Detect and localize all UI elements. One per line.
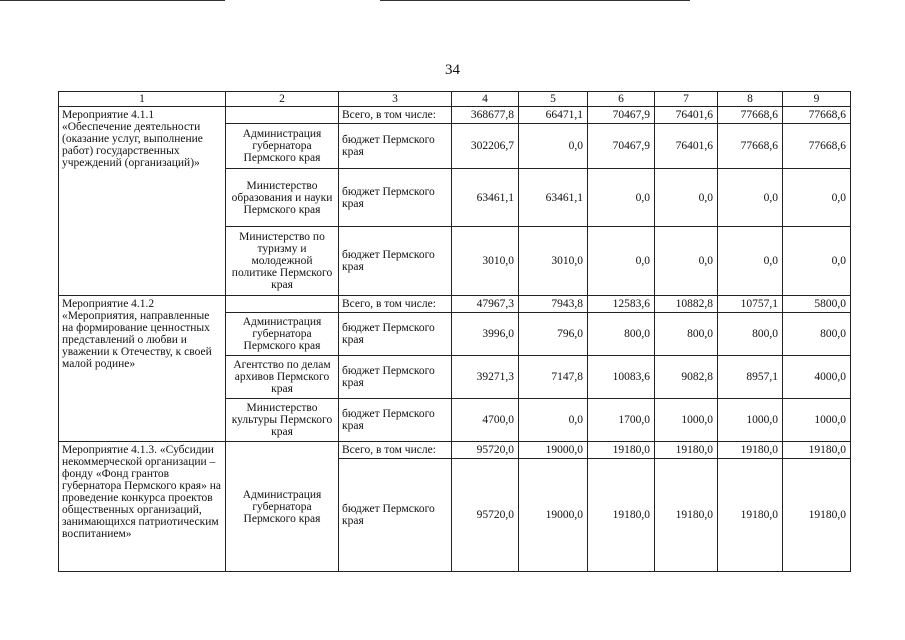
source-cell: бюджет Пермского края xyxy=(339,227,452,296)
value-cell: 77668,6 xyxy=(783,124,851,169)
executor-cell: Администрация губернатора Пермского края xyxy=(226,124,339,169)
value-cell: 7147,8 xyxy=(519,356,588,399)
value-cell: 95720,0 xyxy=(452,459,519,572)
value-cell: 0,0 xyxy=(718,227,783,296)
measure-cell: Мероприятие 4.1.1 «Обеспечение деятельности (оказание услуг, выполнение работ) государственных учреждений (организаций)» xyxy=(59,107,226,296)
value-cell: 1000,0 xyxy=(718,399,783,442)
executor-cell: Администрация губернатора Пермского края xyxy=(226,313,339,356)
value-cell: 47967,3 xyxy=(452,296,519,313)
value-cell: 800,0 xyxy=(718,313,783,356)
value-cell: 0,0 xyxy=(588,227,655,296)
value-cell: 77668,6 xyxy=(718,124,783,169)
header-cell: 1 xyxy=(59,92,226,107)
executor-cell: Министерство образования и науки Пермского края xyxy=(226,169,339,227)
value-cell: 12583,6 xyxy=(588,296,655,313)
executor-cell: Администрация губернатора Пермского края xyxy=(226,442,339,572)
measure-cell: Мероприятие 4.1.3. «Субсидии некоммерческой организации – фонду «Фонд грантов губернатора Пермского края» на проведение конкурса проектов общественных организаций, занимающихся патриотическим воспитанием» xyxy=(59,442,226,572)
total-label: Всего, в том числе: xyxy=(339,296,452,313)
header-cell: 9 xyxy=(783,92,851,107)
table-row-total xyxy=(59,442,851,459)
value-cell: 3010,0 xyxy=(452,227,519,296)
value-cell: 9082,8 xyxy=(655,356,718,399)
value-cell: 10083,6 xyxy=(588,356,655,399)
table-row-total xyxy=(59,296,851,313)
value-cell: 19180,0 xyxy=(588,442,655,459)
total-label: Всего, в том числе: xyxy=(339,442,452,459)
value-cell: 0,0 xyxy=(783,169,851,227)
top-rule-left xyxy=(0,0,225,1)
value-cell: 0,0 xyxy=(588,169,655,227)
value-cell: 0,0 xyxy=(783,227,851,296)
value-cell: 0,0 xyxy=(655,227,718,296)
value-cell: 19180,0 xyxy=(718,442,783,459)
value-cell: 800,0 xyxy=(783,313,851,356)
value-cell: 77668,6 xyxy=(783,107,851,124)
measure-cell: Мероприятие 4.1.2 «Мероприятия, направленные на формирование ценностных представлений о любви и уважении к Отечеству, к своей малой родине» xyxy=(59,296,226,442)
value-cell: 0,0 xyxy=(519,399,588,442)
value-cell: 19180,0 xyxy=(655,442,718,459)
value-cell: 3010,0 xyxy=(519,227,588,296)
value-cell: 95720,0 xyxy=(452,442,519,459)
source-cell: бюджет Пермского края xyxy=(339,124,452,169)
value-cell: 66471,1 xyxy=(519,107,588,124)
value-cell: 1000,0 xyxy=(783,399,851,442)
value-cell: 7943,8 xyxy=(519,296,588,313)
source-cell: бюджет Пермского края xyxy=(339,356,452,399)
value-cell: 0,0 xyxy=(519,124,588,169)
executor-cell: Агентство по делам архивов Пермского края xyxy=(226,356,339,399)
source-cell: бюджет Пермского края xyxy=(339,459,452,572)
header-cell: 2 xyxy=(226,92,339,107)
executor-cell: Министерство культуры Пермского края xyxy=(226,399,339,442)
value-cell: 10882,8 xyxy=(655,296,718,313)
value-cell: 76401,6 xyxy=(655,107,718,124)
value-cell: 1000,0 xyxy=(655,399,718,442)
source-cell: бюджет Пермского края xyxy=(339,399,452,442)
value-cell: 19180,0 xyxy=(783,442,851,459)
value-cell: 19180,0 xyxy=(783,459,851,572)
executor-cell-empty xyxy=(226,296,339,313)
header-cell: 8 xyxy=(718,92,783,107)
page-number: 34 xyxy=(445,62,460,78)
top-rule-right xyxy=(380,0,690,1)
value-cell: 70467,9 xyxy=(588,124,655,169)
total-label: Всего, в том числе: xyxy=(339,107,452,124)
value-cell: 10757,1 xyxy=(718,296,783,313)
value-cell: 796,0 xyxy=(519,313,588,356)
value-cell: 800,0 xyxy=(655,313,718,356)
header-cell: 3 xyxy=(339,92,452,107)
value-cell: 63461,1 xyxy=(519,169,588,227)
header-cell: 6 xyxy=(588,92,655,107)
value-cell: 0,0 xyxy=(655,169,718,227)
value-cell: 3996,0 xyxy=(452,313,519,356)
value-cell: 19180,0 xyxy=(718,459,783,572)
value-cell: 302206,7 xyxy=(452,124,519,169)
value-cell: 0,0 xyxy=(718,169,783,227)
value-cell: 19180,0 xyxy=(655,459,718,572)
executor-cell-empty xyxy=(226,107,339,124)
source-cell: бюджет Пермского края xyxy=(339,169,452,227)
value-cell: 63461,1 xyxy=(452,169,519,227)
value-cell: 800,0 xyxy=(588,313,655,356)
header-cell: 7 xyxy=(655,92,718,107)
table-row-total xyxy=(59,107,851,124)
value-cell: 76401,6 xyxy=(655,124,718,169)
value-cell: 4000,0 xyxy=(783,356,851,399)
value-cell: 70467,9 xyxy=(588,107,655,124)
value-cell: 39271,3 xyxy=(452,356,519,399)
budget-table xyxy=(58,91,851,572)
value-cell: 77668,6 xyxy=(718,107,783,124)
value-cell: 8957,1 xyxy=(718,356,783,399)
value-cell: 4700,0 xyxy=(452,399,519,442)
value-cell: 5800,0 xyxy=(783,296,851,313)
source-cell: бюджет Пермского края xyxy=(339,313,452,356)
value-cell: 1700,0 xyxy=(588,399,655,442)
value-cell: 368677,8 xyxy=(452,107,519,124)
value-cell: 19000,0 xyxy=(519,442,588,459)
value-cell: 19000,0 xyxy=(519,459,588,572)
header-cell: 5 xyxy=(519,92,588,107)
value-cell: 19180,0 xyxy=(588,459,655,572)
header-row xyxy=(59,92,851,107)
header-cell: 4 xyxy=(452,92,519,107)
executor-cell: Министерство по туризму и молодежной политике Пермского края xyxy=(226,227,339,296)
